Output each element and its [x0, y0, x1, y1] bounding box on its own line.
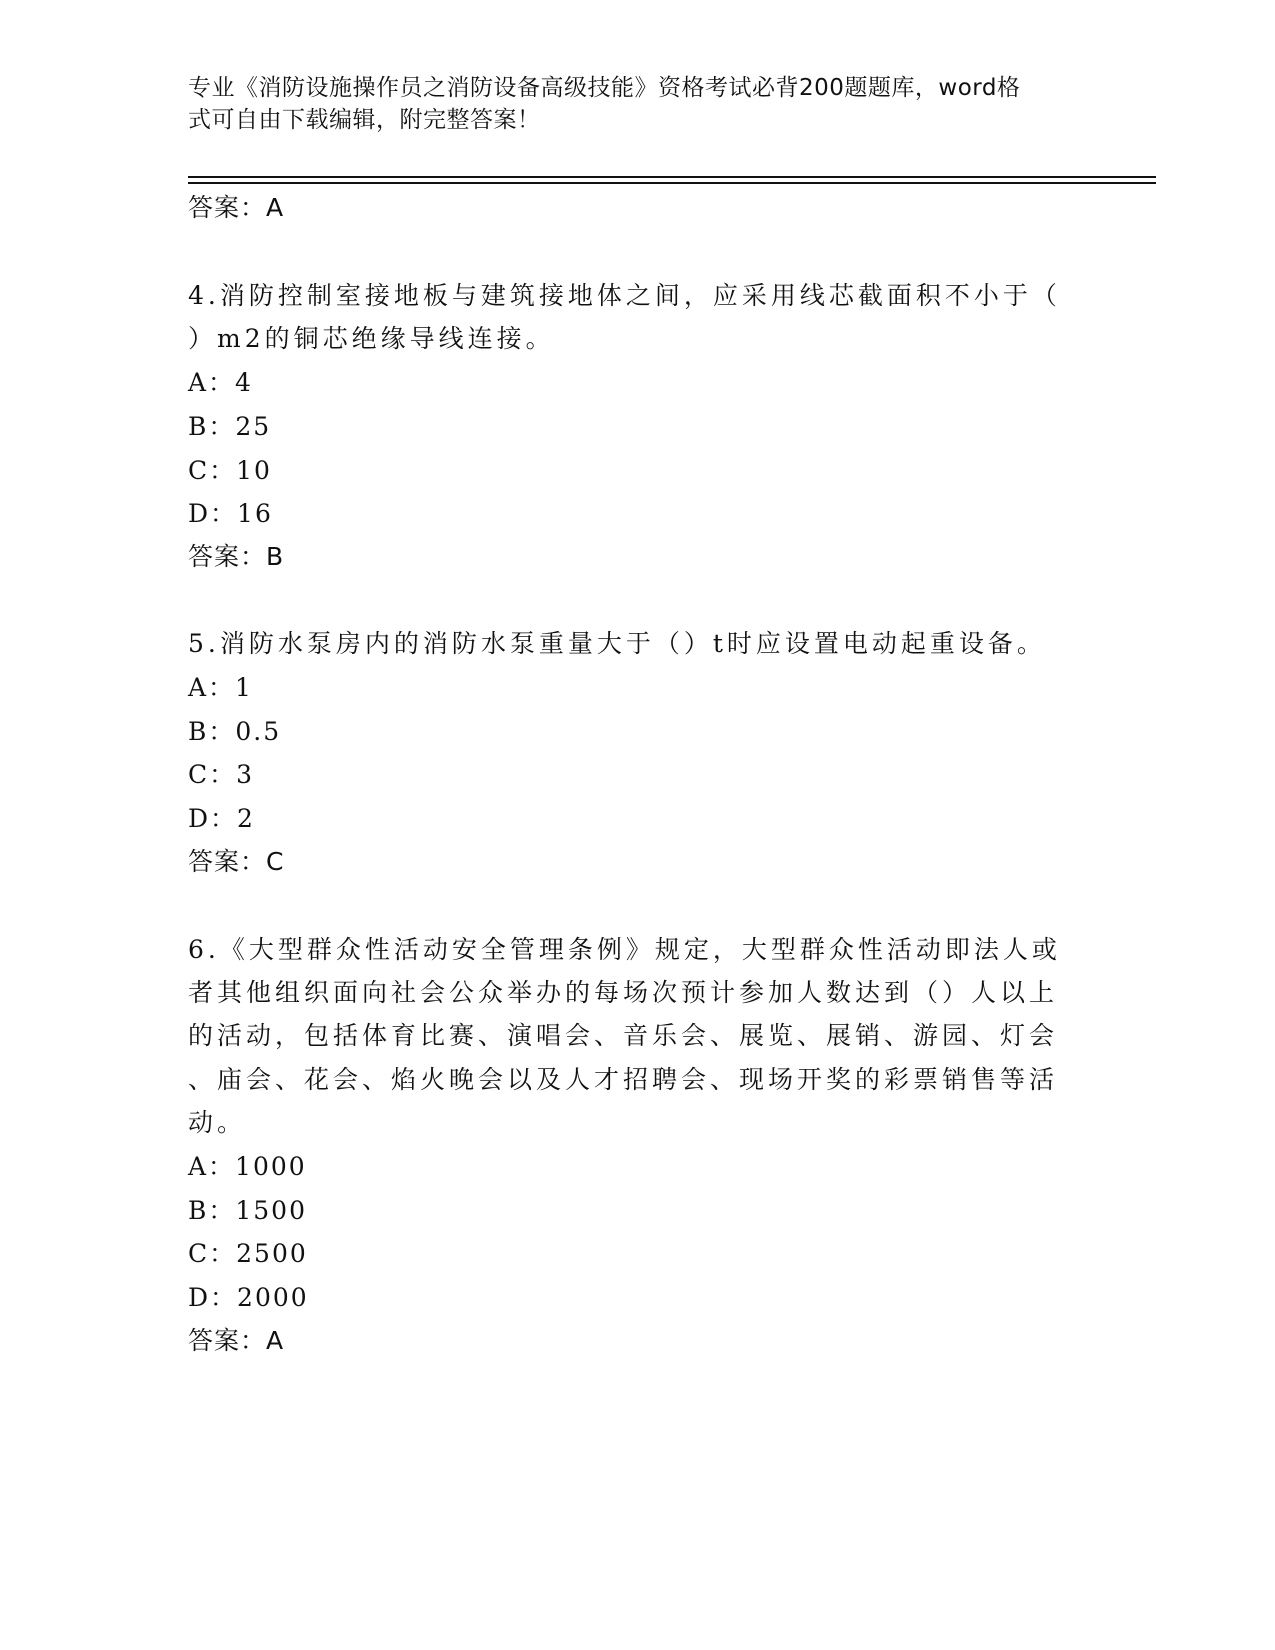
- question-text-line: 的活动，包括体育比赛、演唱会、音乐会、展览、展销、游园、灯会: [188, 1021, 1059, 1050]
- option-a: A：4: [188, 368, 253, 397]
- header-line-1: 专业《消防设施操作员之消防设备高级技能》资格考试必背200题题库，word格: [188, 75, 1021, 101]
- answer: 答案：A: [188, 1326, 285, 1355]
- option-b: B：1500: [188, 1196, 307, 1225]
- document-header: [188, 72, 1068, 136]
- option-c: C：2500: [188, 1239, 308, 1268]
- answer: 答案：C: [188, 847, 285, 876]
- option-b: B：25: [188, 412, 272, 441]
- option-c: C：10: [188, 456, 272, 485]
- option-b: B：0.5: [188, 717, 282, 746]
- question-text-line: 4.消防控制室接地板与建筑接地体之间，应采用线芯截面积不小于（: [188, 281, 1061, 310]
- question-text-line: ）m2的铜芯绝缘导线连接。: [188, 324, 555, 353]
- option-a: A：1: [188, 673, 253, 702]
- question-text-line: 者其他组织面向社会公众举办的每场次预计参加人数达到（）人以上: [188, 978, 1059, 1007]
- option-a: A：1000: [188, 1152, 307, 1181]
- previous-answer: 答案：A: [188, 193, 285, 222]
- option-d: D：2000: [188, 1283, 309, 1312]
- question-text-line: 、庙会、花会、焰火晚会以及人才招聘会、现场开奖的彩票销售等活: [188, 1065, 1059, 1094]
- question-text-line: 5.消防水泵房内的消防水泵重量大于（）t时应设置电动起重设备。: [188, 629, 1046, 658]
- header-rule-bottom: [188, 182, 1156, 184]
- question-text-line: 动。: [188, 1108, 247, 1137]
- option-d: D：16: [188, 499, 273, 528]
- header-rule-top: [188, 176, 1156, 178]
- option-c: C：3: [188, 760, 255, 789]
- header-line-2: 式可自由下载编辑，附完整答案！: [188, 107, 541, 133]
- question-text-line: 6.《大型群众性活动安全管理条例》规定，大型群众性活动即法人或: [188, 935, 1061, 964]
- option-d: D：2: [188, 804, 255, 833]
- answer: 答案：B: [188, 542, 285, 571]
